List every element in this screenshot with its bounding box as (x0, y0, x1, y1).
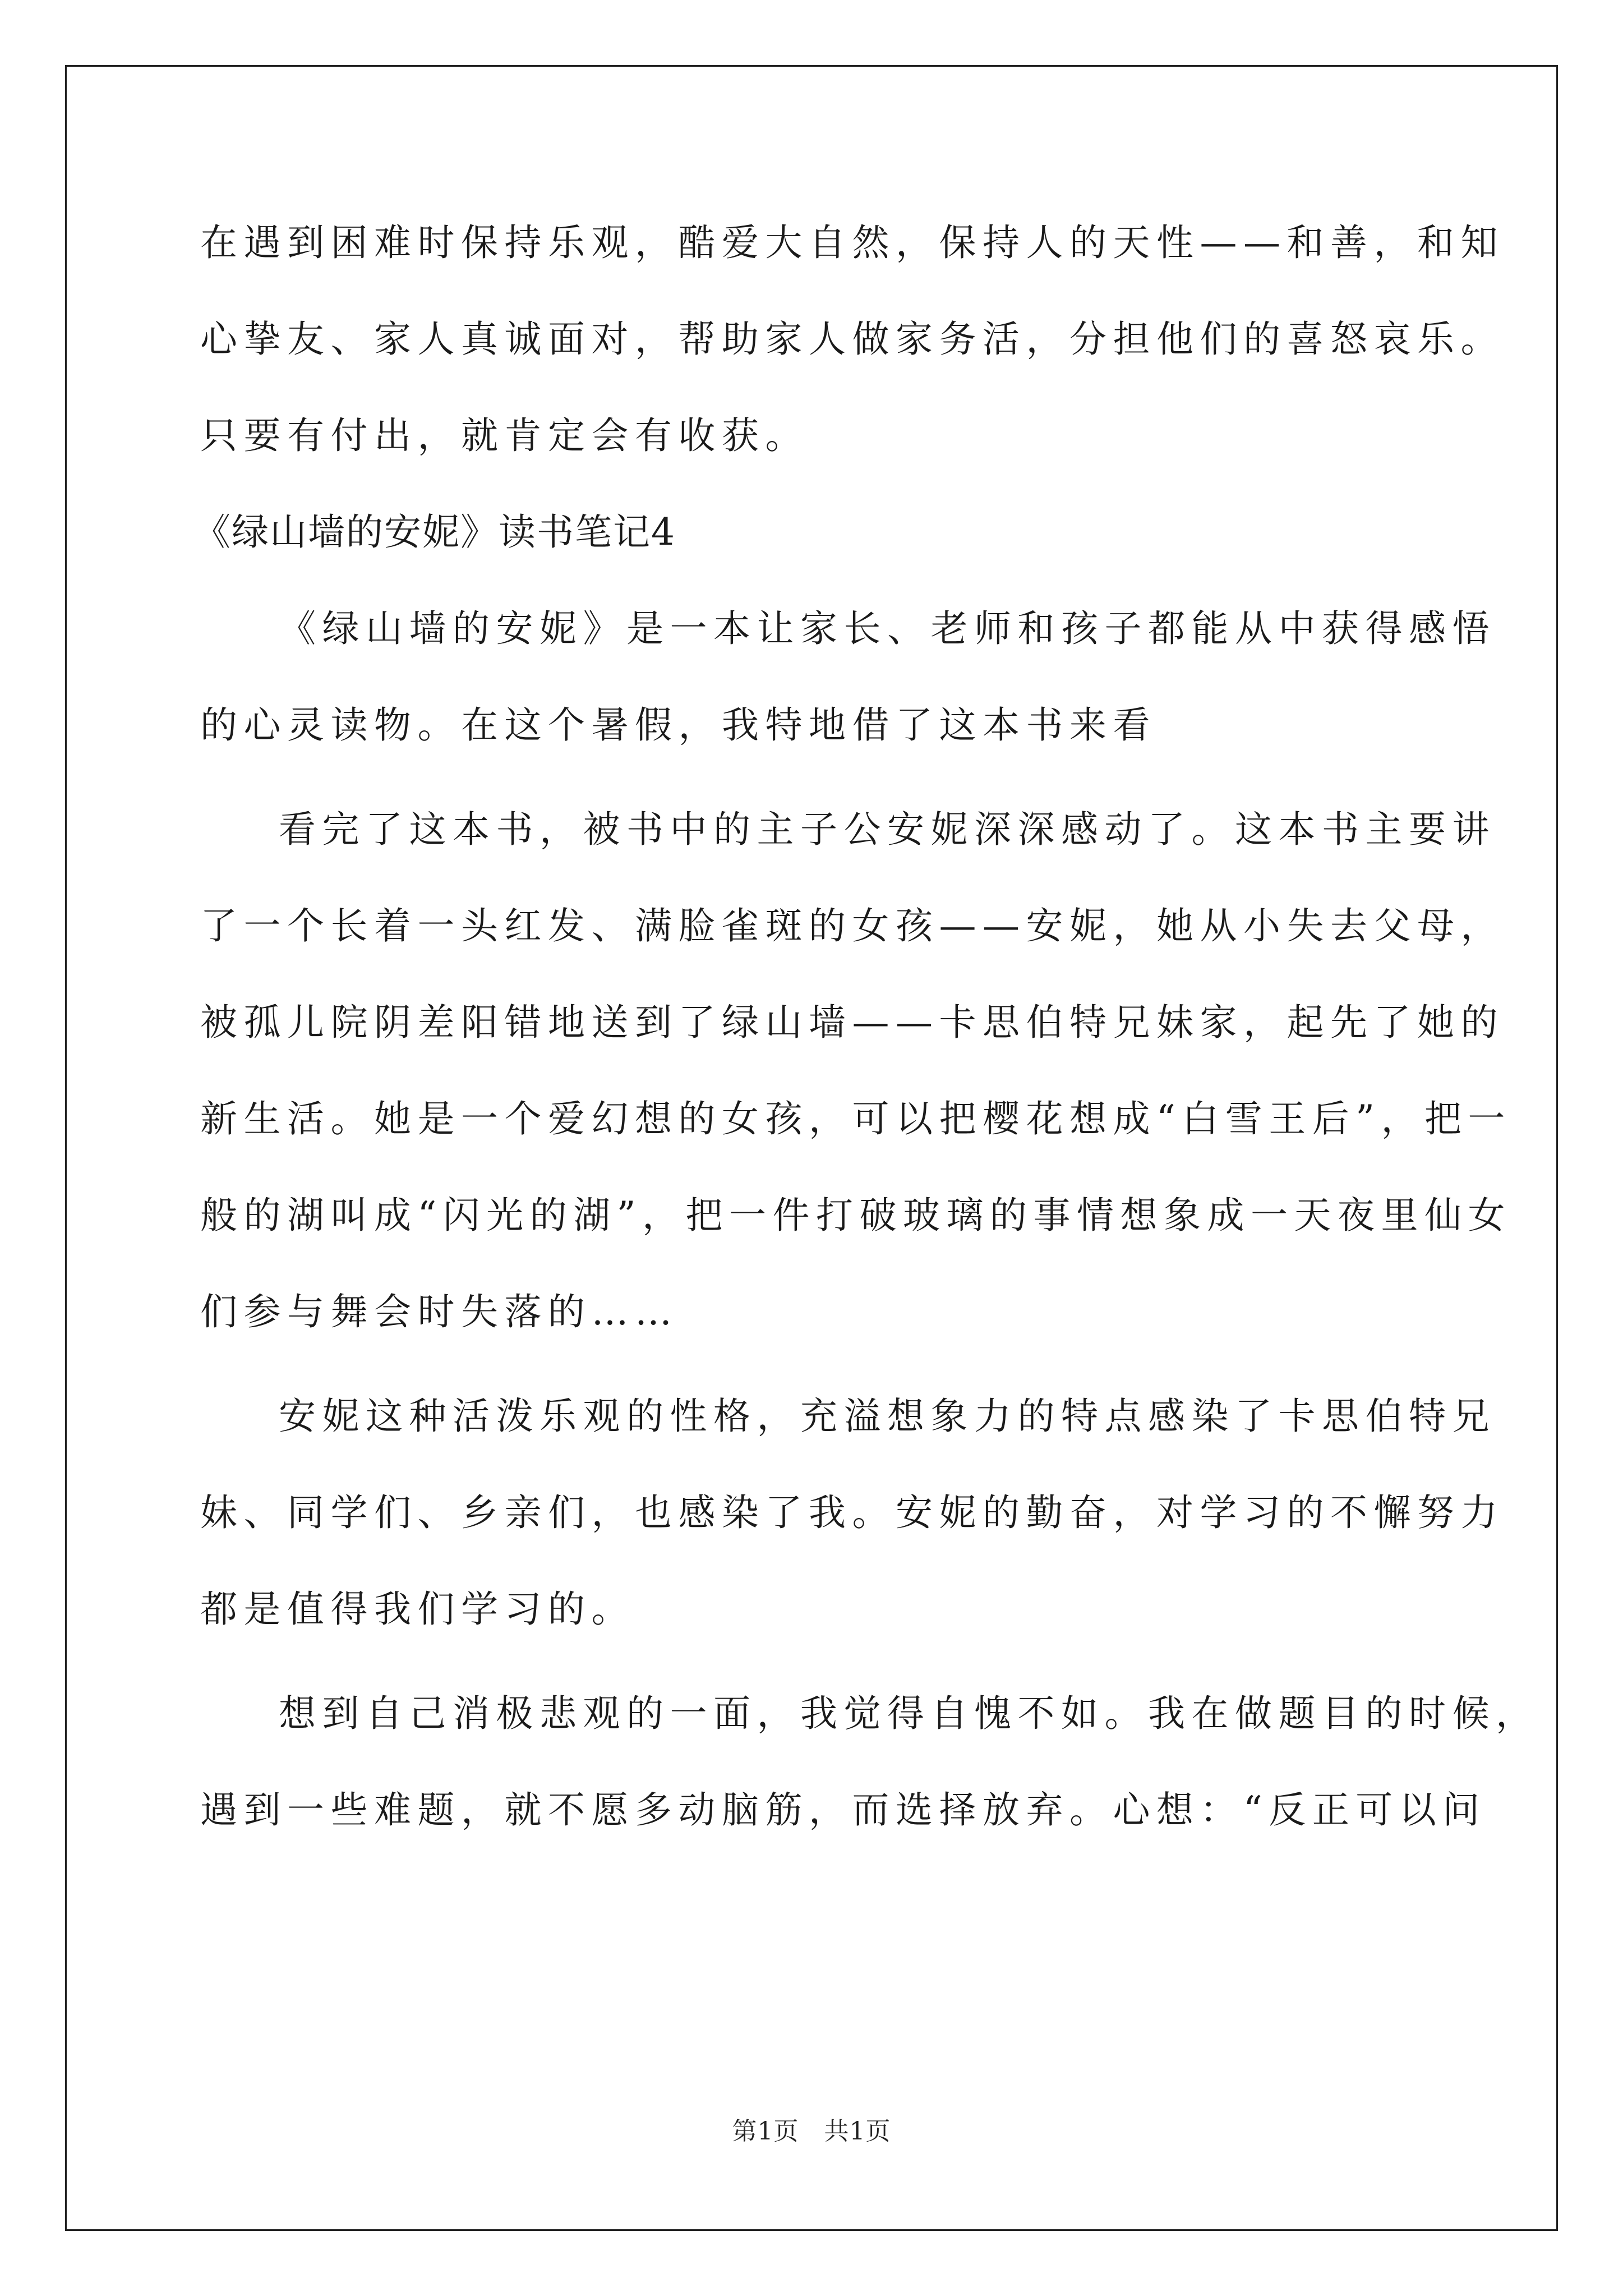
text-line: 安妮这种活泼乐观的性格，充溢想象力的特点感染了卡思伯特兄 (279, 1395, 1496, 1438)
text-line: 的心灵读物。在这个暑假，我特地借了这本书来看 (200, 703, 1156, 747)
text-line: 《绿山墙的安妮》是一本让家长、老师和孩子都能从中获得感悟 (279, 607, 1496, 650)
text-line: 们参与舞会时失落的…… (200, 1290, 679, 1333)
text-line: 在遇到困难时保持乐观，酷爱大自然，保持人的天性——和善，和知 (200, 221, 1504, 264)
text-line: 心挚友、家人真诚面对，帮助家人做家务活，分担他们的喜怒哀乐。 (200, 318, 1504, 361)
text-line: 都是值得我们学习的。 (200, 1588, 635, 1631)
text-line: 了一个长着一头红发、满脸雀斑的女孩——安妮，她从小失去父母， (200, 904, 1504, 947)
text-line: 只要有付出，就肯定会有收获。 (200, 414, 809, 457)
page-frame (65, 65, 1558, 2231)
page-number-footer: 第1页 共1页 (732, 2117, 891, 2146)
text-line: 想到自己消极悲观的一面，我觉得自愧不如。我在做题目的时候， (279, 1692, 1539, 1735)
text-line: 遇到一些难题，就不愿多动脑筋，而选择放弃。心想：“反正可以问 (200, 1788, 1486, 1832)
text-line: 被孤儿院阴差阳错地送到了绿山墙——卡思伯特兄妹家，起先了她的 (200, 1001, 1504, 1044)
text-line: 般的湖叫成“闪光的湖”，把一件打破玻璃的事情想象成一天夜里仙女 (200, 1194, 1511, 1237)
section-title: 《绿山墙的安妮》读书笔记4 (193, 510, 676, 554)
text-line: 新生活。她是一个爱幻想的女孩，可以把樱花想成“白雪王后”，把一 (200, 1097, 1511, 1140)
text-line: 看完了这本书，被书中的主子公安妮深深感动了。这本书主要讲 (279, 808, 1496, 851)
text-line: 妹、同学们、乡亲们，也感染了我。安妮的勤奋，对学习的不懈努力 (200, 1491, 1504, 1534)
